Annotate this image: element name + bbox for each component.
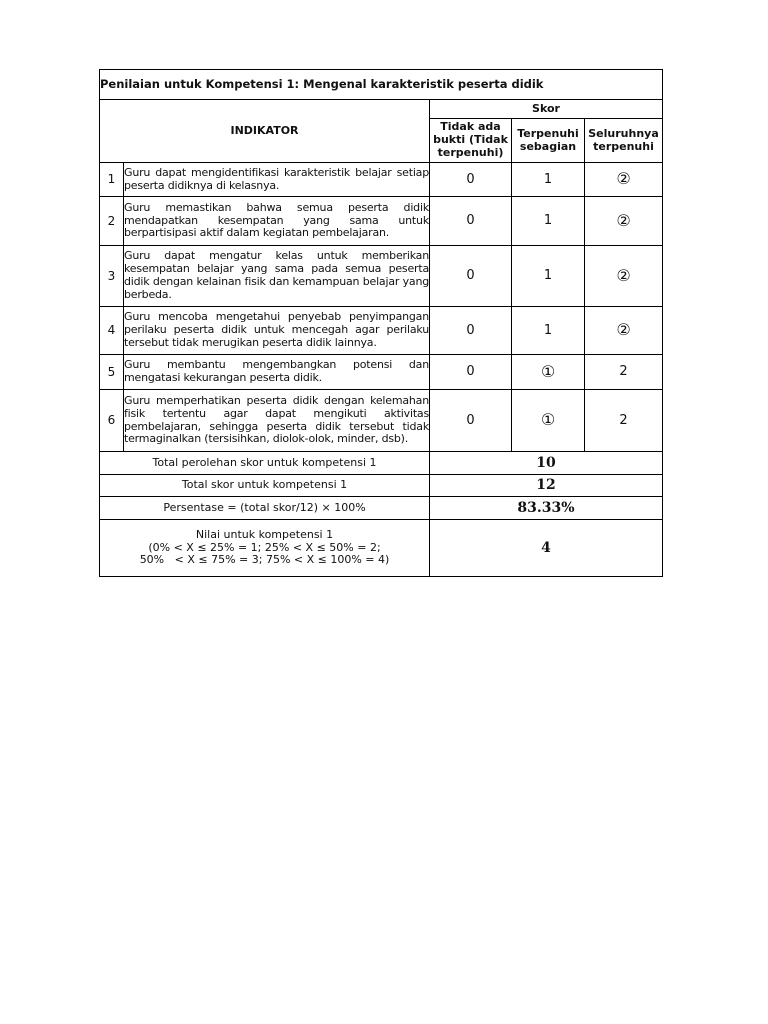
total-score-label: Total perolehan skor untuk kompetensi 1 <box>100 452 430 475</box>
row-number: 4 <box>100 307 124 355</box>
grade-rule <box>100 520 430 577</box>
score-1: 1 <box>512 246 585 307</box>
header-tidak-ada-bukti: Tidak ada bukti (Tidak terpenuhi) <box>430 119 512 163</box>
score-0: 0 <box>430 246 512 307</box>
grade-rule-line: Nilai untuk kompetensi 1 <box>195 527 334 541</box>
score-0: 0 <box>430 163 512 197</box>
grade-value: 4 <box>430 520 663 577</box>
table-row <box>100 307 663 355</box>
indicator-text: Guru dapat mengatur kelas untuk memberikan kesempatan belajar yang sama pada semua peserta didik dengan kelainan fisik dan kemampuan belajar yang berbeda. <box>124 246 430 307</box>
table-row <box>100 246 663 307</box>
score-0: 0 <box>430 307 512 355</box>
score-0: 0 <box>430 390 512 452</box>
score-1: 1 <box>512 307 585 355</box>
score-1: 1 <box>512 197 585 246</box>
percentage-label: Persentase = (total skor/12) × 100% <box>100 497 430 520</box>
score-2: 2 <box>585 355 663 390</box>
table-row <box>100 390 663 452</box>
row-number: 5 <box>100 355 124 390</box>
score-2-circled: ② <box>616 210 631 230</box>
score-0: 0 <box>430 355 512 390</box>
score-2-circled: ② <box>616 169 631 189</box>
header-terpenuhi-sebagian: Terpenuhi sebagian <box>512 119 585 163</box>
score-2-circled: ② <box>616 265 631 285</box>
table-row <box>100 163 663 197</box>
row-number: 2 <box>100 197 124 246</box>
header-seluruhnya-terpenuhi: Seluruhnya terpenuhi <box>585 119 663 163</box>
table-row <box>100 355 663 390</box>
score-2: 2 <box>585 390 663 452</box>
indicator-text: Guru memastikan bahwa semua peserta didik mendapatkan kesempatan yang sama untuk berpartisipasi aktif dalam kegiatan pembelajaran. <box>124 197 430 246</box>
score-1-circled: ① <box>540 361 556 381</box>
indicator-text: Guru dapat mengidentifikasi karakteristik belajar setiap peserta didiknya di kelasnya. <box>124 163 430 197</box>
indicator-text: Guru membantu mengembangkan potensi dan mengatasi kekurangan peserta didik. <box>124 355 430 390</box>
header-indikator: INDIKATOR <box>100 100 430 163</box>
score-1: 1 <box>512 163 585 197</box>
score-0: 0 <box>430 197 512 246</box>
row-number: 1 <box>100 163 124 197</box>
header-skor: Skor <box>430 100 663 119</box>
grade-rule-line: 50% < X ≤ 75% = 3; 75% < X ≤ 100% = 4) <box>139 553 390 567</box>
grade-rule-line: (0% < X ≤ 25% = 1; 25% < X ≤ 50% = 2; <box>148 540 381 554</box>
indicator-text: Guru mencoba mengetahui penyebab penyimpangan perilaku peserta didik untuk mencegah agar perilaku tersebut tidak merugikan peserta didik lainnya. <box>124 307 430 355</box>
indicator-text: Guru memperhatikan peserta didik dengan kelemahan fisik tertentu agar dapat mengikuti aktivitas pembelajaran, sehingga peserta didik tersebut tidak termaginalkan (tersisihkan, diolok-olok, minder, dsb). <box>124 390 430 452</box>
assessment-table <box>99 69 663 577</box>
row-number: 6 <box>100 390 124 452</box>
row-number: 3 <box>100 246 124 307</box>
max-score-label: Total skor untuk kompetensi 1 <box>100 475 430 497</box>
score-2-circled: ② <box>616 320 631 340</box>
score-1-circled: ① <box>540 410 556 430</box>
total-score-value: 10 <box>430 452 663 475</box>
table-row <box>100 197 663 246</box>
max-score-value: 12 <box>430 475 663 497</box>
table-title: Penilaian untuk Kompetensi 1: Mengenal karakteristik peserta didik <box>100 70 663 100</box>
percentage-value: 83.33% <box>430 497 663 520</box>
